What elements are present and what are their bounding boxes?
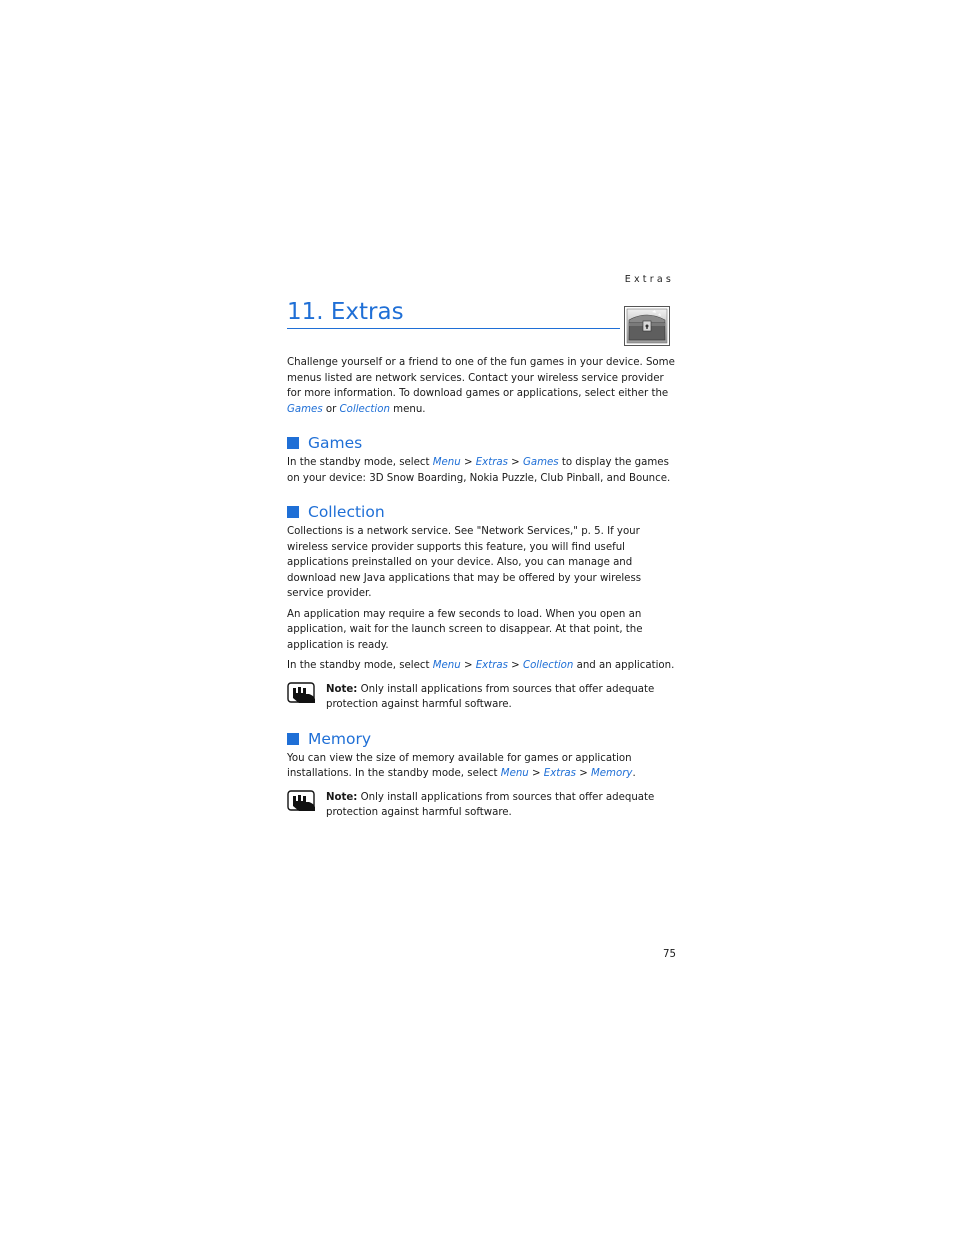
body-text: to display the games on your device: 3D Snow Boarding, Nokia Puzzle, Club Pinball, and Bounce. bbox=[287, 457, 671, 484]
treasure-chest-icon bbox=[624, 306, 670, 346]
body-text: and an application. bbox=[573, 660, 675, 671]
menu-separator: > bbox=[575, 768, 591, 779]
note-label: Note: bbox=[326, 791, 358, 803]
collection-paragraph-1: Collections is a network service. See "Network Services," p. 5. If your wireless service provider supports this feature, you will find useful applications preinstalled on your device. Also, you can manage and download new Java applications that may be offered by your wireless service provider. bbox=[287, 526, 642, 599]
menu-item-menu: Menu bbox=[432, 457, 461, 468]
note-text bbox=[326, 790, 677, 821]
note-body: Only install applications from sources that offer adequate protection against harmful software. bbox=[326, 791, 655, 818]
section-heading-collection bbox=[287, 502, 677, 522]
section-heading-text: Memory bbox=[308, 729, 372, 748]
menu-separator: > bbox=[507, 660, 523, 671]
note-hand-icon bbox=[287, 682, 317, 704]
body-text: . bbox=[632, 768, 636, 779]
menu-item-collection: Collection bbox=[522, 660, 574, 671]
games-paragraph bbox=[287, 455, 677, 486]
section-heading-text: Games bbox=[308, 434, 363, 452]
collection-paragraph-3 bbox=[287, 658, 677, 674]
menu-item-menu: Menu bbox=[432, 660, 461, 671]
section-heading-memory bbox=[287, 729, 677, 749]
menu-item-collection: Collection bbox=[339, 403, 390, 415]
menu-item-extras: Extras bbox=[475, 457, 508, 468]
page-content bbox=[287, 355, 677, 825]
chapter-title: 11. Extras bbox=[287, 299, 404, 325]
note-body: Only install applications from sources that offer adequate protection against harmful software. bbox=[326, 683, 655, 710]
menu-item-memory: Memory bbox=[591, 768, 633, 779]
chapter-title-rule bbox=[287, 328, 620, 329]
intro-text: or bbox=[322, 403, 340, 415]
menu-item-extras: Extras bbox=[475, 660, 508, 671]
collection-paragraph-2: An application may require a few seconds to load. When you open an application, wait for the launch screen to disappear. At that point, the application is ready. bbox=[287, 608, 643, 651]
note-label: Note: bbox=[326, 683, 358, 695]
note-callout bbox=[287, 790, 677, 821]
square-bullet-icon bbox=[287, 733, 299, 745]
square-bullet-icon bbox=[287, 437, 299, 449]
menu-item-extras: Extras bbox=[543, 768, 576, 779]
menu-separator: > bbox=[507, 457, 523, 468]
intro-text: Challenge yourself or a friend to one of the fun games in your device. Some menus listed are network services. Contact your wireless service provider for more information. To download games or applications, select either the bbox=[287, 357, 675, 399]
note-hand-icon bbox=[287, 790, 317, 812]
memory-paragraph bbox=[287, 751, 677, 782]
section-heading-text: Collection bbox=[308, 503, 385, 521]
running-header: Extras bbox=[624, 274, 674, 285]
menu-separator: > bbox=[460, 457, 476, 468]
menu-item-games: Games bbox=[287, 403, 323, 415]
intro-paragraph bbox=[287, 355, 677, 417]
note-callout bbox=[287, 682, 677, 713]
intro-text: menu. bbox=[389, 403, 426, 415]
section-heading-games bbox=[287, 433, 677, 453]
menu-item-menu: Menu bbox=[500, 768, 529, 779]
note-text bbox=[326, 682, 677, 713]
menu-item-games: Games bbox=[522, 457, 559, 468]
body-text: You can view the size of memory available for games or application installations. In the standby mode, select bbox=[287, 752, 632, 779]
body-text: In the standby mode, select bbox=[287, 660, 433, 671]
menu-separator: > bbox=[460, 660, 476, 671]
menu-separator: > bbox=[528, 768, 544, 779]
square-bullet-icon bbox=[287, 506, 299, 518]
page-number: 75 bbox=[663, 949, 676, 960]
body-text: In the standby mode, select bbox=[287, 457, 433, 468]
